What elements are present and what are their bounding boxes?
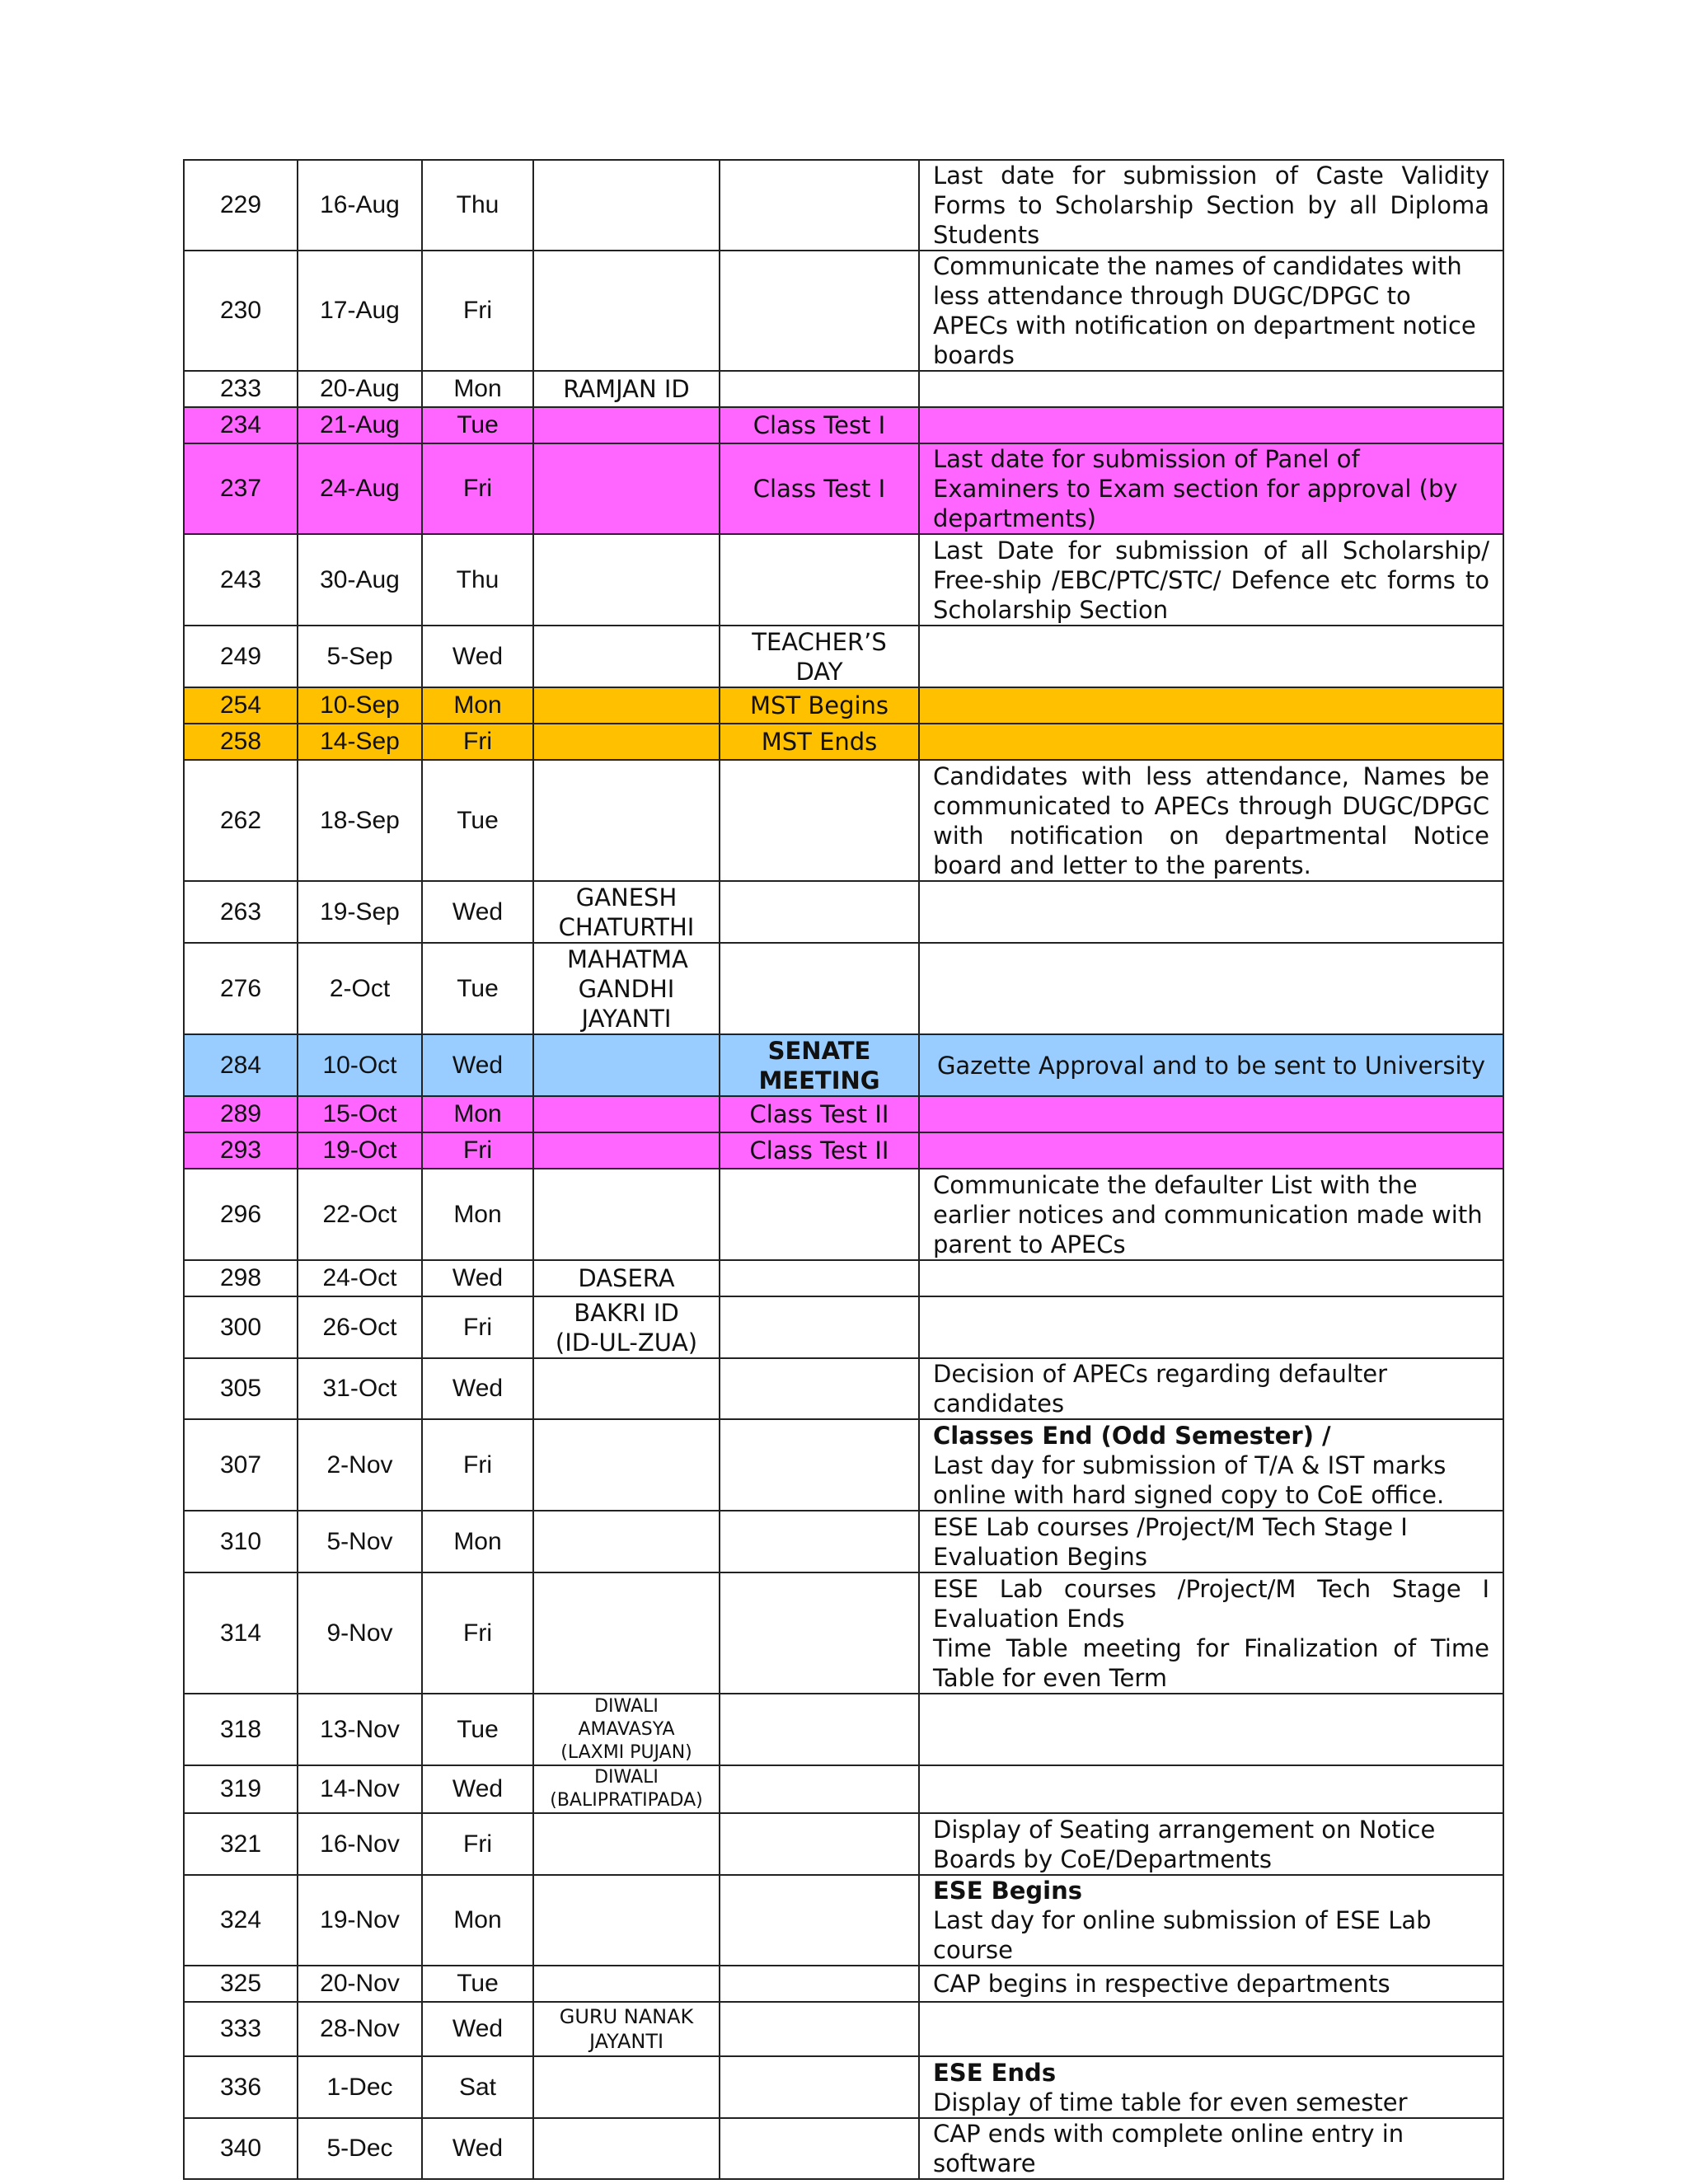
date: 24-Aug <box>298 443 422 534</box>
table-row <box>184 371 1503 407</box>
date: 16-Nov <box>298 1813 422 1875</box>
senate-meeting-event: SENATE MEETING <box>720 1034 919 1096</box>
date: 31-Oct <box>298 1358 422 1419</box>
description: Classes End (Odd Semester) / Last day for submission of T/A & IST marks online with hard signed copy to CoE office. <box>919 1419 1503 1511</box>
day-number: 254 <box>184 687 298 724</box>
event: Class Test II <box>720 1096 919 1132</box>
date: 13-Nov <box>298 1694 422 1765</box>
description: Decision of APECs regarding defaulter candidates <box>919 1358 1503 1419</box>
table-row <box>184 2118 1503 2179</box>
weekday: Thu <box>422 160 533 251</box>
weekday: Mon <box>422 1511 533 1572</box>
day-number: 276 <box>184 943 298 1034</box>
weekday: Wed <box>422 1358 533 1419</box>
description <box>919 407 1503 443</box>
holiday: RAMJAN ID <box>533 371 720 407</box>
day-number: 325 <box>184 1966 298 2002</box>
day-number: 229 <box>184 160 298 251</box>
weekday: Mon <box>422 1096 533 1132</box>
table-row <box>184 1132 1503 1169</box>
date: 10-Oct <box>298 1034 422 1096</box>
date: 21-Aug <box>298 407 422 443</box>
event <box>720 1419 919 1511</box>
table-row <box>184 1296 1503 1358</box>
description: Last date for submission of Panel of Examiners to Exam section for approval (by departments) <box>919 443 1503 534</box>
date: 24-Oct <box>298 1260 422 1296</box>
table-row <box>184 1511 1503 1572</box>
date: 14-Sep <box>298 724 422 760</box>
event <box>720 2056 919 2118</box>
date: 5-Nov <box>298 1511 422 1572</box>
holiday: BAKRI ID (ID-UL-ZUA) <box>533 1296 720 1358</box>
event <box>720 943 919 1034</box>
date: 2-Oct <box>298 943 422 1034</box>
day-number: 324 <box>184 1875 298 1966</box>
holiday <box>533 251 720 371</box>
description: ESE Lab courses /Project/M Tech Stage I Evaluation Begins <box>919 1511 1503 1572</box>
holiday <box>533 1034 720 1096</box>
event: Class Test I <box>720 443 919 534</box>
weekday: Mon <box>422 687 533 724</box>
weekday: Wed <box>422 1765 533 1813</box>
date: 20-Nov <box>298 1966 422 2002</box>
holiday <box>533 407 720 443</box>
day-number: 237 <box>184 443 298 534</box>
holiday: DIWALI AMAVASYA (LAXMI PUJAN) <box>533 1694 720 1765</box>
date: 19-Oct <box>298 1132 422 1169</box>
description <box>919 2002 1503 2056</box>
table-row <box>184 1096 1503 1132</box>
day-number: 249 <box>184 626 298 687</box>
table-row <box>184 760 1503 881</box>
description: Gazette Approval and to be sent to University <box>919 1034 1503 1096</box>
holiday <box>533 160 720 251</box>
date: 9-Nov <box>298 1572 422 1694</box>
event <box>720 371 919 407</box>
date: 2-Nov <box>298 1419 422 1511</box>
date: 10-Sep <box>298 687 422 724</box>
holiday: DIWALI (BALIPRATIPADA) <box>533 1765 720 1813</box>
table-row <box>184 1966 1503 2002</box>
holiday: GANESH CHATURTHI <box>533 881 720 943</box>
holiday <box>533 534 720 626</box>
event <box>720 1813 919 1875</box>
table-row <box>184 687 1503 724</box>
weekday: Fri <box>422 251 533 371</box>
day-number: 230 <box>184 251 298 371</box>
day-number: 318 <box>184 1694 298 1765</box>
weekday: Fri <box>422 1419 533 1511</box>
description: Last Date for submission of all Scholarship/ Free-ship /EBC/PTC/STC/ Defence etc forms to Scholarship Section <box>919 534 1503 626</box>
day-number: 319 <box>184 1765 298 1813</box>
weekday: Fri <box>422 1132 533 1169</box>
holiday <box>533 1358 720 1419</box>
weekday: Wed <box>422 881 533 943</box>
day-number: 336 <box>184 2056 298 2118</box>
description: Communicate the defaulter List with the earlier notices and communication made with parent to APECs <box>919 1169 1503 1260</box>
event <box>720 1296 919 1358</box>
weekday: Mon <box>422 1875 533 1966</box>
holiday <box>533 1813 720 1875</box>
event <box>720 1572 919 1694</box>
weekday: Mon <box>422 1169 533 1260</box>
description: Display of Seating arrangement on Notice Boards by CoE/Departments <box>919 1813 1503 1875</box>
holiday <box>533 1132 720 1169</box>
holiday <box>533 687 720 724</box>
date: 28-Nov <box>298 2002 422 2056</box>
table-row <box>184 1169 1503 1260</box>
weekday: Sat <box>422 2056 533 2118</box>
event <box>720 160 919 251</box>
event <box>720 2118 919 2179</box>
table-row <box>184 251 1503 371</box>
date: 15-Oct <box>298 1096 422 1132</box>
table-row <box>184 1813 1503 1875</box>
date: 26-Oct <box>298 1296 422 1358</box>
table-row <box>184 2002 1503 2056</box>
event <box>720 251 919 371</box>
day-number: 300 <box>184 1296 298 1358</box>
table-row <box>184 534 1503 626</box>
holiday <box>533 626 720 687</box>
day-number: 243 <box>184 534 298 626</box>
description <box>919 1765 1503 1813</box>
event <box>720 534 919 626</box>
holiday <box>533 1419 720 1511</box>
event <box>720 2002 919 2056</box>
date: 5-Sep <box>298 626 422 687</box>
description: Communicate the names of candidates with less attendance through DUGC/DPGC to APECs with notification on department notice boards <box>919 251 1503 371</box>
date: 1-Dec <box>298 2056 422 2118</box>
holiday <box>533 2056 720 2118</box>
weekday: Tue <box>422 943 533 1034</box>
table-row <box>184 1419 1503 1511</box>
day-number: 262 <box>184 760 298 881</box>
holiday <box>533 1096 720 1132</box>
day-number: 298 <box>184 1260 298 1296</box>
event <box>720 1875 919 1966</box>
table-row <box>184 443 1503 534</box>
day-number: 307 <box>184 1419 298 1511</box>
holiday: GURU NANAK JAYANTI <box>533 2002 720 2056</box>
date: 17-Aug <box>298 251 422 371</box>
weekday: Wed <box>422 1034 533 1096</box>
weekday: Wed <box>422 2002 533 2056</box>
event <box>720 881 919 943</box>
date: 19-Sep <box>298 881 422 943</box>
description-heading: Classes End (Odd Semester) / <box>933 1421 1331 1450</box>
day-number: 234 <box>184 407 298 443</box>
event: MST Begins <box>720 687 919 724</box>
table-row <box>184 1572 1503 1694</box>
event <box>720 1169 919 1260</box>
table-row <box>184 1034 1503 1096</box>
weekday: Tue <box>422 760 533 881</box>
day-number: 263 <box>184 881 298 943</box>
holiday <box>533 760 720 881</box>
event <box>720 1260 919 1296</box>
holiday <box>533 1511 720 1572</box>
day-number: 289 <box>184 1096 298 1132</box>
day-number: 296 <box>184 1169 298 1260</box>
event: Class Test II <box>720 1132 919 1169</box>
holiday <box>533 2118 720 2179</box>
day-number: 340 <box>184 2118 298 2179</box>
table-row <box>184 160 1503 251</box>
event <box>720 760 919 881</box>
weekday: Tue <box>422 1966 533 2002</box>
table-row <box>184 1694 1503 1765</box>
day-number: 258 <box>184 724 298 760</box>
holiday <box>533 1875 720 1966</box>
weekday: Fri <box>422 1572 533 1694</box>
description <box>919 371 1503 407</box>
event <box>720 1966 919 2002</box>
description <box>919 1694 1503 1765</box>
event <box>720 1511 919 1572</box>
table-row <box>184 881 1503 943</box>
table-row <box>184 1358 1503 1419</box>
date: 30-Aug <box>298 534 422 626</box>
day-number: 310 <box>184 1511 298 1572</box>
weekday: Fri <box>422 724 533 760</box>
description: ESE Ends Display of time table for even semester <box>919 2056 1503 2118</box>
description <box>919 881 1503 943</box>
date: 20-Aug <box>298 371 422 407</box>
weekday: Tue <box>422 1694 533 1765</box>
weekday: Thu <box>422 534 533 626</box>
event: MST Ends <box>720 724 919 760</box>
weekday: Tue <box>422 407 533 443</box>
description-heading: ESE Ends <box>933 2058 1057 2087</box>
weekday: Fri <box>422 1813 533 1875</box>
description: CAP begins in respective departments <box>919 1966 1503 2002</box>
day-number: 333 <box>184 2002 298 2056</box>
date: 5-Dec <box>298 2118 422 2179</box>
day-number: 233 <box>184 371 298 407</box>
description: Last date for submission of Caste Validity Forms to Scholarship Section by all Diploma Students <box>919 160 1503 251</box>
weekday: Mon <box>422 371 533 407</box>
table-row <box>184 626 1503 687</box>
weekday: Wed <box>422 1260 533 1296</box>
weekday: Fri <box>422 1296 533 1358</box>
event <box>720 1358 919 1419</box>
description: CAP ends with complete online entry in software <box>919 2118 1503 2179</box>
description: ESE Lab courses /Project/M Tech Stage I Evaluation Ends Time Table meeting for Finalization of Time Table for even Term <box>919 1572 1503 1694</box>
table-row <box>184 1875 1503 1966</box>
holiday: DASERA <box>533 1260 720 1296</box>
day-number: 284 <box>184 1034 298 1096</box>
description <box>919 943 1503 1034</box>
date: 19-Nov <box>298 1875 422 1966</box>
table-row <box>184 1765 1503 1813</box>
description: ESE Begins Last day for online submission of ESE Lab course <box>919 1875 1503 1966</box>
date: 22-Oct <box>298 1169 422 1260</box>
day-number: 305 <box>184 1358 298 1419</box>
event: TEACHER’S DAY <box>720 626 919 687</box>
holiday <box>533 1169 720 1260</box>
description <box>919 1260 1503 1296</box>
holiday <box>533 724 720 760</box>
holiday <box>533 1572 720 1694</box>
date: 14-Nov <box>298 1765 422 1813</box>
table-row <box>184 2056 1503 2118</box>
table-row <box>184 943 1503 1034</box>
event <box>720 1765 919 1813</box>
description <box>919 1096 1503 1132</box>
date: 16-Aug <box>298 160 422 251</box>
description-heading: ESE Begins <box>933 1877 1082 1905</box>
table-row <box>184 407 1503 443</box>
event <box>720 1694 919 1765</box>
date: 18-Sep <box>298 760 422 881</box>
description: Candidates with less attendance, Names be communicated to APECs through DUGC/DPGC with notification on departmental Notice board and letter to the parents. <box>919 760 1503 881</box>
description <box>919 724 1503 760</box>
weekday: Wed <box>422 626 533 687</box>
holiday: MAHATMA GANDHI JAYANTI <box>533 943 720 1034</box>
description <box>919 1296 1503 1358</box>
description <box>919 626 1503 687</box>
weekday: Fri <box>422 443 533 534</box>
weekday: Wed <box>422 2118 533 2179</box>
event: Class Test I <box>720 407 919 443</box>
day-number: 293 <box>184 1132 298 1169</box>
table-row <box>184 1260 1503 1296</box>
day-number: 314 <box>184 1572 298 1694</box>
day-number: 321 <box>184 1813 298 1875</box>
holiday <box>533 443 720 534</box>
academic-calendar-table <box>183 159 1504 2180</box>
description <box>919 687 1503 724</box>
table-row <box>184 724 1503 760</box>
description <box>919 1132 1503 1169</box>
holiday <box>533 1966 720 2002</box>
